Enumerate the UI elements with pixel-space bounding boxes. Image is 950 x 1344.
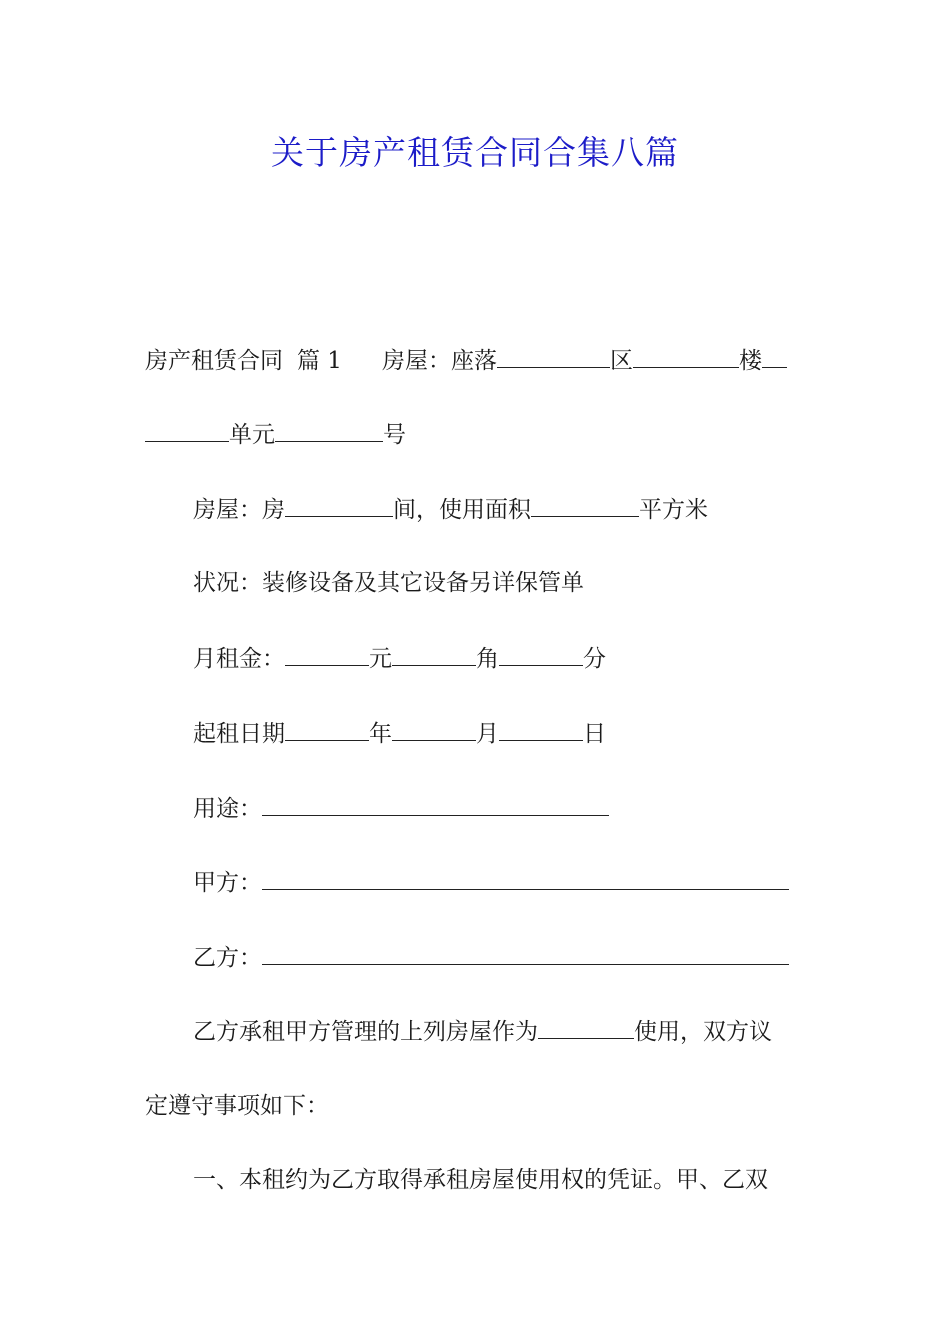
area-blank [531,492,639,517]
party-b-line [0,940,950,975]
rooms-line [0,492,950,527]
jiao-blank [392,641,476,666]
unit-blank [275,417,383,442]
building-blank-end [145,417,229,442]
year-blank [285,716,369,741]
purpose-blank [262,791,609,816]
usage-blank [538,1014,634,1039]
unit-label: 单元 [229,422,275,448]
start-date-line [0,716,950,751]
day-blank [499,716,583,741]
purpose-line [0,791,950,826]
number-label: 号 [383,422,406,448]
rent-line [0,641,950,676]
fen-label: 分 [583,646,606,672]
building-label: 楼 [738,348,762,374]
rooms-label: 房屋：房 [193,497,285,523]
sqm-label: 平方米 [639,497,708,523]
year-label: 年 [369,721,392,747]
unit-line [0,417,950,452]
start-date-label: 起租日期 [193,721,285,747]
party-a-blank [262,865,789,890]
yuan-blank [285,641,369,666]
purpose-label: 用途： [193,796,262,822]
area-label: 间，使用面积 [393,497,531,523]
contract-name: 房产租赁合同 [145,348,283,374]
month-blank [392,716,476,741]
fen-blank [499,641,583,666]
party-b-blank [262,940,789,965]
party-b-label: 乙方： [193,945,262,971]
piece-label: 篇 1 [297,348,342,374]
agreement-continued: 定遵守事项如下： [145,1093,329,1119]
party-a-line [0,865,950,900]
jiao-label: 角 [476,646,499,672]
building-blank-start [762,343,787,368]
rooms-blank [285,492,393,517]
condition-line: 状况：装修设备及其它设备另详保管单 [193,570,584,596]
rent-label: 月租金： [193,646,285,672]
agreement-line [0,1014,950,1049]
party-a-label: 甲方： [193,870,262,896]
district-label: 区 [609,348,633,374]
document-title: 关于房产租赁合同合集八篇 [271,133,679,172]
month-label: 月 [476,721,499,747]
address-line [0,343,950,378]
agreement-text-before: 乙方承租甲方管理的上列房屋作为 [193,1019,538,1045]
day-label: 日 [583,721,606,747]
house-location-label: 房屋：座落 [381,348,497,374]
location-blank [497,343,610,368]
agreement-text-after: 使用，双方议 [634,1019,772,1045]
clause-one: 一、本租约为乙方取得承租房屋使用权的凭证。甲、乙双 [193,1167,768,1193]
yuan-label: 元 [369,646,392,672]
district-blank [633,343,739,368]
